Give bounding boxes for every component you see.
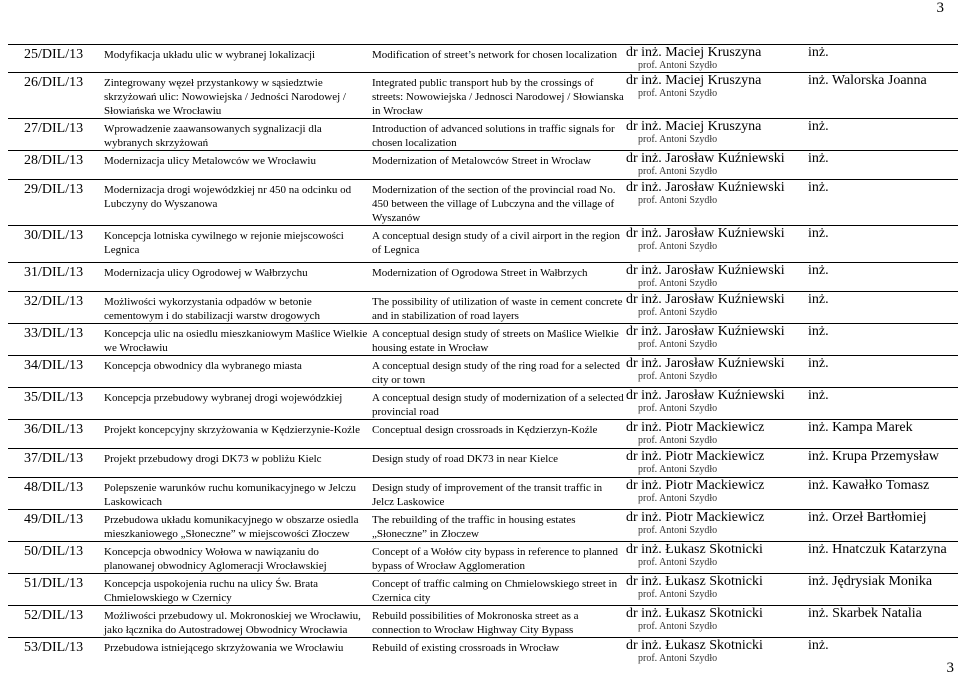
supervisor-cell xyxy=(626,324,808,356)
supervisor: dr inż. Łukasz Skotnicki xyxy=(626,542,763,557)
table-row xyxy=(8,226,958,263)
thesis-id: 26/DIL/13 xyxy=(8,73,104,119)
student: inż. xyxy=(808,292,958,324)
supervisor: dr inż. Piotr Mackiewicz xyxy=(626,420,765,435)
co-supervisor: prof. Antoni Szydło xyxy=(638,60,718,71)
thesis-id: 27/DIL/13 xyxy=(8,119,104,151)
title-english: Modernization of Metalowców Street in Wrocław xyxy=(372,151,626,180)
title-english: Conceptual design crossroads in Kędzierzyn-Koźle xyxy=(372,420,626,449)
thesis-id: 25/DIL/13 xyxy=(8,45,104,73)
student: inż. xyxy=(808,356,958,388)
table-row xyxy=(8,542,958,574)
title-polish: Koncepcja przebudowy wybranej drogi wojewódzkiej xyxy=(104,388,372,420)
supervisor: dr inż. Jarosław Kuźniewski xyxy=(626,324,785,339)
supervisor: dr inż. Jarosław Kuźniewski xyxy=(626,388,785,403)
title-english: Design study of road DK73 in near Kielce xyxy=(372,449,626,478)
title-polish: Koncepcja uspokojenia ruchu na ulicy Św. Brata Chmielowskiego w Czernicy xyxy=(104,574,372,606)
title-polish: Polepszenie warunków ruchu komunikacyjnego w Jelczu Laskowicach xyxy=(104,478,372,510)
thesis-id: 48/DIL/13 xyxy=(8,478,104,510)
co-supervisor: prof. Antoni Szydło xyxy=(638,403,718,414)
title-polish: Zintegrowany węzeł przystankowy w sąsiedztwie skrzyżowań ulic: Nowowiejska / Jedności Narodowej / Słowiańska we Wrocławiu xyxy=(104,73,372,119)
supervisor: dr inż. Łukasz Skotnicki xyxy=(626,574,763,589)
thesis-id: 37/DIL/13 xyxy=(8,449,104,478)
supervisor: dr inż. Jarosław Kuźniewski xyxy=(626,226,785,241)
supervisor-cell xyxy=(626,388,808,420)
student: inż. xyxy=(808,388,958,420)
thesis-id: 35/DIL/13 xyxy=(8,388,104,420)
title-polish: Modernizacja ulicy Metalowców we Wrocławiu xyxy=(104,151,372,180)
thesis-id: 31/DIL/13 xyxy=(8,263,104,292)
supervisor-cell xyxy=(626,73,808,119)
title-polish: Koncepcja obwodnicy dla wybranego miasta xyxy=(104,356,372,388)
title-polish: Koncepcja obwodnicy Wołowa w nawiązaniu do planowanej obwodnicy Aglomeracji Wrocławskiej xyxy=(104,542,372,574)
title-english: Modernization of Ogrodowa Street in Wałbrzych xyxy=(372,263,626,292)
student: inż. xyxy=(808,151,958,180)
co-supervisor: prof. Antoni Szydło xyxy=(638,307,718,318)
table-row xyxy=(8,574,958,606)
supervisor: dr inż. Jarosław Kuźniewski xyxy=(626,151,785,166)
supervisor-cell xyxy=(626,226,808,263)
supervisor: dr inż. Jarosław Kuźniewski xyxy=(626,356,785,371)
co-supervisor: prof. Antoni Szydło xyxy=(638,241,718,252)
supervisor: dr inż. Jarosław Kuźniewski xyxy=(626,180,785,195)
student: inż. Jędrysiak Monika xyxy=(808,574,958,606)
page-number-top: 3 xyxy=(936,0,944,16)
thesis-id: 49/DIL/13 xyxy=(8,510,104,542)
title-english: Concept of traffic calming on Chmielowskiego street in Czernica city xyxy=(372,574,626,606)
thesis-rows xyxy=(8,45,958,666)
thesis-id: 51/DIL/13 xyxy=(8,574,104,606)
supervisor: dr inż. Maciej Kruszyna xyxy=(626,45,762,60)
table-row xyxy=(8,478,958,510)
student: inż. xyxy=(808,263,958,292)
supervisor-cell xyxy=(626,263,808,292)
student: inż. xyxy=(808,45,958,73)
supervisor-cell xyxy=(626,45,808,73)
thesis-id: 50/DIL/13 xyxy=(8,542,104,574)
co-supervisor: prof. Antoni Szydło xyxy=(638,621,718,632)
thesis-id: 33/DIL/13 xyxy=(8,324,104,356)
table-row xyxy=(8,324,958,356)
thesis-id: 52/DIL/13 xyxy=(8,606,104,638)
title-polish: Możliwości wykorzystania odpadów w betonie cementowym i do stabilizacji warstw drogowych xyxy=(104,292,372,324)
supervisor: dr inż. Piotr Mackiewicz xyxy=(626,449,765,464)
table-row xyxy=(8,73,958,119)
student: inż. xyxy=(808,180,958,226)
co-supervisor: prof. Antoni Szydło xyxy=(638,493,718,504)
supervisor: dr inż. Piotr Mackiewicz xyxy=(626,478,765,493)
title-polish: Modernizacja ulicy Ogrodowej w Wałbrzychu xyxy=(104,263,372,292)
co-supervisor: prof. Antoni Szydło xyxy=(638,339,718,350)
title-english: Design study of improvement of the transit traffic in Jelcz Laskowice xyxy=(372,478,626,510)
title-english: Introduction of advanced solutions in traffic signals for chosen localization xyxy=(372,119,626,151)
supervisor-cell xyxy=(626,638,808,666)
student: inż. xyxy=(808,324,958,356)
supervisor: dr inż. Jarosław Kuźniewski xyxy=(626,263,785,278)
table-row xyxy=(8,388,958,420)
co-supervisor: prof. Antoni Szydło xyxy=(638,435,718,446)
co-supervisor: prof. Antoni Szydło xyxy=(638,653,718,664)
title-polish: Modernizacja drogi wojewódzkiej nr 450 na odcinku od Lubczyny do Wyszanowa xyxy=(104,180,372,226)
title-polish: Projekt koncepcyjny skrzyżowania w Kędzierzynie-Koźle xyxy=(104,420,372,449)
student: inż. Walorska Joanna xyxy=(808,73,958,119)
table-row xyxy=(8,638,958,666)
title-polish: Projekt przebudowy drogi DK73 w pobliżu Kielc xyxy=(104,449,372,478)
table-row xyxy=(8,180,958,226)
title-english: Modernization of the section of the provincial road No. 450 between the village of Lubczyna and the village of Wyszanów xyxy=(372,180,626,226)
title-polish: Przebudowa istniejącego skrzyżowania we Wrocławiu xyxy=(104,638,372,666)
title-english: Modification of street’s network for chosen localization xyxy=(372,45,626,73)
title-english: A conceptual design study of the ring road for a selected city or town xyxy=(372,356,626,388)
supervisor: dr inż. Piotr Mackiewicz xyxy=(626,510,765,525)
thesis-id: 32/DIL/13 xyxy=(8,292,104,324)
title-english: A conceptual design study of modernization of a selected provincial road xyxy=(372,388,626,420)
title-polish: Przebudowa układu komunikacyjnego w obszarze osiedla mieszkaniowego „Słoneczne” w miejscowości Złoczew xyxy=(104,510,372,542)
table-row xyxy=(8,151,958,180)
title-polish: Koncepcja ulic na osiedlu mieszkaniowym Maślice Wielkie we Wrocławiu xyxy=(104,324,372,356)
table-row xyxy=(8,356,958,388)
table-row xyxy=(8,263,958,292)
supervisor: dr inż. Jarosław Kuźniewski xyxy=(626,292,785,307)
title-polish: Modyfikacja układu ulic w wybranej lokalizacji xyxy=(104,45,372,73)
co-supervisor: prof. Antoni Szydło xyxy=(638,464,718,475)
supervisor-cell xyxy=(626,180,808,226)
table-row xyxy=(8,292,958,324)
thesis-id: 34/DIL/13 xyxy=(8,356,104,388)
co-supervisor: prof. Antoni Szydło xyxy=(638,525,718,536)
student: inż. Kampa Marek xyxy=(808,420,958,449)
title-polish: Koncepcja lotniska cywilnego w rejonie miejscowości Legnica xyxy=(104,226,372,263)
student: inż. Kawałko Tomasz xyxy=(808,478,958,510)
supervisor-cell xyxy=(626,510,808,542)
co-supervisor: prof. Antoni Szydło xyxy=(638,195,718,206)
table-row xyxy=(8,606,958,638)
table-row xyxy=(8,420,958,449)
thesis-id: 28/DIL/13 xyxy=(8,151,104,180)
title-polish: Wprowadzenie zaawansowanych sygnalizacji dla wybranych skrzyżowań xyxy=(104,119,372,151)
supervisor-cell xyxy=(626,119,808,151)
title-english: Integrated public transport hub by the crossings of streets: Nowowiejska / Jednosci Narodowej / Słowianska in Wrocław xyxy=(372,73,626,119)
supervisor-cell xyxy=(626,356,808,388)
student: inż. xyxy=(808,226,958,263)
supervisor: dr inż. Łukasz Skotnicki xyxy=(626,638,763,653)
co-supervisor: prof. Antoni Szydło xyxy=(638,371,718,382)
thesis-id: 53/DIL/13 xyxy=(8,638,104,666)
title-english: A conceptual design study of a civil airport in the region of Legnica xyxy=(372,226,626,263)
thesis-id: 29/DIL/13 xyxy=(8,180,104,226)
title-english: The possibility of utilization of waste in cement concrete and in stabilization of road layers xyxy=(372,292,626,324)
student: inż. Orzeł Bartłomiej xyxy=(808,510,958,542)
table-row xyxy=(8,449,958,478)
co-supervisor: prof. Antoni Szydło xyxy=(638,88,718,99)
title-polish: Możliwości przebudowy ul. Mokronoskiej we Wrocławiu, jako łącznika do Autostradowej Obwodnicy Wrocławia xyxy=(104,606,372,638)
supervisor-cell xyxy=(626,478,808,510)
thesis-table xyxy=(8,44,958,665)
co-supervisor: prof. Antoni Szydło xyxy=(638,166,718,177)
table-row xyxy=(8,510,958,542)
supervisor-cell xyxy=(626,574,808,606)
thesis-id: 30/DIL/13 xyxy=(8,226,104,263)
student: inż. Hnatczuk Katarzyna xyxy=(808,542,958,574)
supervisor: dr inż. Maciej Kruszyna xyxy=(626,119,762,134)
supervisor-cell xyxy=(626,420,808,449)
page-number-bottom: 3 xyxy=(946,660,954,676)
co-supervisor: prof. Antoni Szydło xyxy=(638,278,718,289)
thesis-id: 36/DIL/13 xyxy=(8,420,104,449)
title-english: Rebuild possibilities of Mokronoska street as a connection to Wrocław Highway City Bypass xyxy=(372,606,626,638)
table-row xyxy=(8,119,958,151)
supervisor-cell xyxy=(626,292,808,324)
co-supervisor: prof. Antoni Szydło xyxy=(638,134,718,145)
supervisor: dr inż. Łukasz Skotnicki xyxy=(626,606,763,621)
title-english: Rebuild of existing crossroads in Wrocław xyxy=(372,638,626,666)
title-english: A conceptual design study of streets on Maślice Wielkie housing estate in Wrocław xyxy=(372,324,626,356)
supervisor-cell xyxy=(626,449,808,478)
co-supervisor: prof. Antoni Szydło xyxy=(638,557,718,568)
student: inż. xyxy=(808,119,958,151)
student: inż. Krupa Przemysław xyxy=(808,449,958,478)
co-supervisor: prof. Antoni Szydło xyxy=(638,589,718,600)
title-english: Concept of a Wołów city bypass in reference to planned bypass of Wrocław Agglomeration xyxy=(372,542,626,574)
table-row xyxy=(8,45,958,73)
supervisor-cell xyxy=(626,151,808,180)
supervisor-cell xyxy=(626,542,808,574)
student: inż. Skarbek Natalia xyxy=(808,606,958,638)
student: inż. xyxy=(808,638,958,666)
title-english: The rebuilding of the traffic in housing estates „Słoneczne” in Złoczew xyxy=(372,510,626,542)
supervisor: dr inż. Maciej Kruszyna xyxy=(626,73,762,88)
supervisor-cell xyxy=(626,606,808,638)
